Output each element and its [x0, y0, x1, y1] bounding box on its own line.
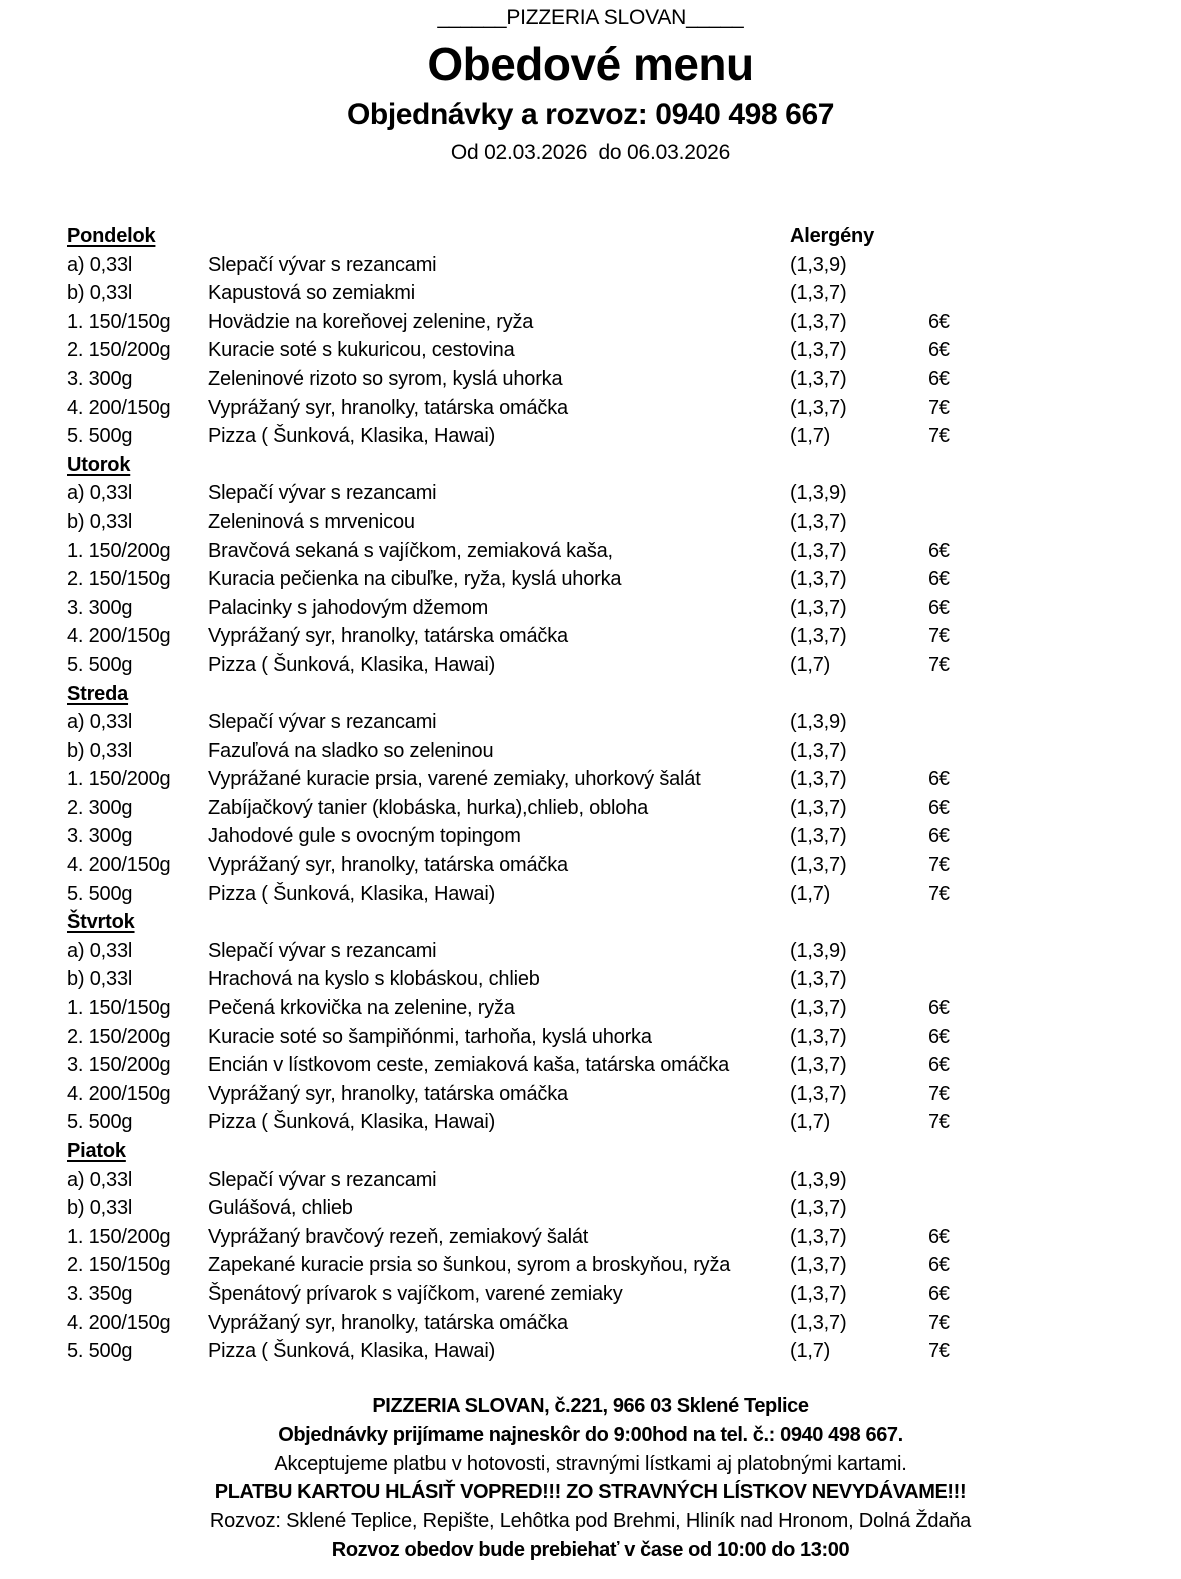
item-allergens: (1,3,7): [790, 997, 847, 1020]
item-dish: Pizza ( Šunková, Klasika, Hawai): [208, 653, 496, 676]
item-dish: Palacinky s jahodovým džemom: [208, 596, 489, 619]
item-price: 6€: [928, 568, 950, 591]
footer-line: PIZZERIA SLOVAN, č.221, 966 03 Sklené Teplice: [372, 1395, 809, 1417]
item-price: 7€: [928, 653, 950, 676]
item-dish: Gulášová, chlieb: [208, 1197, 353, 1220]
item-portion: 5. 500g: [67, 1111, 133, 1134]
item-portion: 3. 300g: [67, 367, 133, 390]
item-dish: Kapustová so zemiakmi: [208, 282, 416, 305]
item-portion: 5. 500g: [67, 653, 133, 676]
allergens-column-header: Alergény: [790, 225, 874, 247]
item-dish: Fazuľová na sladko so zeleninou: [208, 739, 494, 762]
item-portion: 4. 200/150g: [67, 1082, 171, 1105]
menu-table: [67, 222, 1181, 1366]
item-portion: 4. 200/150g: [67, 1311, 171, 1334]
item-price: 6€: [928, 1025, 950, 1048]
item-dish: Slepačí vývar s rezancami: [208, 253, 437, 276]
orders-phone-line: Objednávky a rozvoz: 0940 498 667: [346, 98, 835, 131]
menu-item-row: [67, 708, 1181, 737]
menu-item-row: [67, 365, 1181, 394]
item-price: 6€: [928, 596, 950, 619]
item-allergens: (1,3,7): [790, 510, 847, 533]
item-dish: Zabíjačkový tanier (klobáska, hurka),chlieb, obloha: [208, 796, 649, 819]
menu-item-row: [67, 822, 1181, 851]
item-dish: Bravčová sekaná s vajíčkom, zemiaková kaša,: [208, 539, 613, 562]
menu-item-row: [67, 594, 1181, 623]
item-price: 6€: [928, 825, 950, 848]
item-dish: Zapekané kuracie prsia so šunkou, syrom a broskyňou, ryža: [208, 1254, 731, 1277]
item-dish: Hrachová na kyslo s klobáskou, chlieb: [208, 968, 540, 991]
menu-item-row: [67, 422, 1181, 451]
day-header-row: [67, 222, 1181, 251]
item-dish: Vyprážaný syr, hranolky, tatárska omáčka: [208, 1082, 568, 1105]
item-portion: 4. 200/150g: [67, 396, 171, 419]
item-allergens: (1,3,7): [790, 1311, 847, 1334]
item-portion: 3. 150/200g: [67, 1054, 171, 1077]
page-title: Obedové menu: [427, 38, 754, 90]
menu-item-row: [67, 1194, 1181, 1223]
item-portion: 2. 150/200g: [67, 1025, 171, 1048]
item-dish: Pizza ( Šunková, Klasika, Hawai): [208, 1111, 496, 1134]
menu-item-row: [67, 622, 1181, 651]
item-price: 6€: [928, 339, 950, 362]
item-allergens: (1,3,7): [790, 1254, 847, 1277]
item-allergens: (1,3,7): [790, 768, 847, 791]
item-allergens: (1,3,7): [790, 310, 847, 333]
item-portion: a) 0,33l: [67, 711, 133, 734]
item-allergens: (1,3,7): [790, 1082, 847, 1105]
item-portion: 5. 500g: [67, 1340, 133, 1363]
item-allergens: (1,3,7): [790, 282, 847, 305]
day-header-row: [67, 680, 1181, 709]
item-allergens: (1,3,9): [790, 253, 847, 276]
item-allergens: (1,3,7): [790, 396, 847, 419]
menu-item-row: [67, 1166, 1181, 1195]
item-price: 7€: [928, 425, 950, 448]
menu-item-row: [67, 336, 1181, 365]
item-allergens: (1,3,7): [790, 825, 847, 848]
item-allergens: (1,3,9): [790, 1168, 847, 1191]
item-allergens: (1,3,7): [790, 1225, 847, 1248]
item-price: 6€: [928, 997, 950, 1020]
menu-item-row: [67, 565, 1181, 594]
item-allergens: (1,3,7): [790, 625, 847, 648]
item-price: 7€: [928, 1082, 950, 1105]
item-portion: 3. 300g: [67, 825, 133, 848]
item-price: 7€: [928, 625, 950, 648]
item-price: 7€: [928, 882, 950, 905]
item-portion: 1. 150/150g: [67, 997, 171, 1020]
item-price: 6€: [928, 367, 950, 390]
item-dish: Vyprážaný bravčový rezeň, zemiakový šalát: [208, 1225, 589, 1248]
item-allergens: (1,3,7): [790, 1025, 847, 1048]
item-portion: a) 0,33l: [67, 1168, 133, 1191]
day-header-row: [67, 451, 1181, 480]
menu-item-row: [67, 1108, 1181, 1137]
item-portion: 1. 150/150g: [67, 310, 171, 333]
item-portion: 2. 150/150g: [67, 1254, 171, 1277]
item-portion: a) 0,33l: [67, 939, 133, 962]
item-portion: b) 0,33l: [67, 739, 133, 762]
menu-item-row: [67, 937, 1181, 966]
item-price: 6€: [928, 1282, 950, 1305]
item-dish: Vyprážaný syr, hranolky, tatárska omáčka: [208, 396, 568, 419]
menu-item-row: [67, 1080, 1181, 1109]
restaurant-name: ______PIZZERIA SLOVAN_____: [437, 6, 744, 29]
item-portion: 1. 150/200g: [67, 1225, 171, 1248]
item-dish: Kuracie soté s kukuricou, cestovina: [208, 339, 515, 362]
item-allergens: (1,3,7): [790, 854, 847, 877]
item-portion: 2. 150/200g: [67, 339, 171, 362]
item-allergens: (1,7): [790, 1111, 831, 1134]
item-portion: 1. 150/200g: [67, 539, 171, 562]
item-allergens: (1,3,7): [790, 739, 847, 762]
item-allergens: (1,3,7): [790, 1282, 847, 1305]
footer-line: Objednávky prijímame najneskôr do 9:00hod na tel. č.: 0940 498 667.: [278, 1423, 903, 1446]
item-allergens: (1,3,9): [790, 482, 847, 505]
item-portion: b) 0,33l: [67, 968, 133, 991]
item-portion: 3. 300g: [67, 596, 133, 619]
item-dish: Hovädzie na koreňovej zelenine, ryža: [208, 310, 534, 333]
date-range: Od 02.03.2026 do 06.03.2026: [450, 141, 731, 164]
menu-item-row: [67, 479, 1181, 508]
menu-item-row: [67, 308, 1181, 337]
item-dish: Encián v lístkovom ceste, zemiaková kaša, tatárska omáčka: [208, 1054, 730, 1077]
menu-item-row: [67, 537, 1181, 566]
item-dish: Vyprážaný syr, hranolky, tatárska omáčka: [208, 1311, 568, 1334]
item-dish: Pizza ( Šunková, Klasika, Hawai): [208, 1340, 496, 1363]
item-dish: Vyprážaný syr, hranolky, tatárska omáčka: [208, 625, 568, 648]
item-dish: Slepačí vývar s rezancami: [208, 1168, 437, 1191]
item-allergens: (1,3,7): [790, 568, 847, 591]
item-allergens: (1,3,7): [790, 339, 847, 362]
item-portion: 2. 150/150g: [67, 568, 171, 591]
item-allergens: (1,7): [790, 653, 831, 676]
item-portion: 2. 300g: [67, 796, 133, 819]
item-price: 7€: [928, 396, 950, 419]
item-dish: Slepačí vývar s rezancami: [208, 482, 437, 505]
footer: [0, 1392, 1181, 1565]
item-allergens: (1,3,9): [790, 939, 847, 962]
item-price: 7€: [928, 854, 950, 877]
menu-item-row: [67, 1223, 1181, 1252]
item-portion: b) 0,33l: [67, 282, 133, 305]
item-portion: 3. 350g: [67, 1282, 133, 1305]
menu-item-row: [67, 251, 1181, 280]
item-price: 6€: [928, 1054, 950, 1077]
menu-item-row: [67, 1051, 1181, 1080]
item-price: 7€: [928, 1340, 950, 1363]
menu-item-row: [67, 1280, 1181, 1309]
menu-item-row: [67, 1251, 1181, 1280]
item-price: 6€: [928, 539, 950, 562]
item-portion: a) 0,33l: [67, 253, 133, 276]
item-portion: 5. 500g: [67, 425, 133, 448]
item-dish: Pečená krkovička na zelenine, ryža: [208, 997, 515, 1020]
item-price: 7€: [928, 1111, 950, 1134]
item-portion: 5. 500g: [67, 882, 133, 905]
menu-item-row: [67, 279, 1181, 308]
item-dish: Pizza ( Šunková, Klasika, Hawai): [208, 425, 496, 448]
menu-item-row: [67, 1309, 1181, 1338]
item-dish: Kuracie soté so šampiňónmi, tarhoňa, kyslá uhorka: [208, 1025, 652, 1048]
item-dish: Jahodové gule s ovocným topingom: [208, 825, 521, 848]
item-price: 6€: [928, 1254, 950, 1277]
item-dish: Vyprážaný syr, hranolky, tatárska omáčka: [208, 854, 568, 877]
item-portion: 4. 200/150g: [67, 625, 171, 648]
item-allergens: (1,3,9): [790, 711, 847, 734]
item-allergens: (1,7): [790, 882, 831, 905]
day-header-row: [67, 908, 1181, 937]
footer-line: PLATBU KARTOU HLÁSIŤ VOPRED!!! ZO STRAVNÝCH LÍSTKOV NEVYDÁVAME!!!: [214, 1481, 967, 1504]
item-price: 6€: [928, 310, 950, 333]
item-price: 7€: [928, 1311, 950, 1334]
item-portion: 4. 200/150g: [67, 854, 171, 877]
item-portion: 1. 150/200g: [67, 768, 171, 791]
item-dish: Slepačí vývar s rezancami: [208, 939, 437, 962]
item-dish: Kuracia pečienka na cibuľke, ryža, kyslá uhorka: [208, 568, 622, 591]
item-allergens: (1,7): [790, 1340, 831, 1363]
item-allergens: (1,3,7): [790, 367, 847, 390]
menu-item-row: [67, 1337, 1181, 1366]
item-allergens: (1,3,7): [790, 596, 847, 619]
menu-item-row: [67, 851, 1181, 880]
item-allergens: (1,7): [790, 425, 831, 448]
menu-item-row: [67, 651, 1181, 680]
day-heading: Streda: [67, 682, 129, 705]
day-header-row: [67, 1137, 1181, 1166]
item-allergens: (1,3,7): [790, 539, 847, 562]
item-portion: a) 0,33l: [67, 482, 133, 505]
item-dish: Zeleninové rizoto so syrom, kyslá uhorka: [208, 367, 563, 390]
menu-item-row: [67, 794, 1181, 823]
item-allergens: (1,3,7): [790, 1054, 847, 1077]
item-dish: Zeleninová s mrvenicou: [208, 510, 415, 533]
item-allergens: (1,3,7): [790, 796, 847, 819]
day-heading: Utorok: [67, 453, 131, 476]
footer-line: Akceptujeme platbu v hotovosti, stravnými lístkami aj platobnými kartami.: [274, 1452, 907, 1475]
menu-item-row: [67, 880, 1181, 909]
item-dish: Pizza ( Šunková, Klasika, Hawai): [208, 882, 496, 905]
item-price: 6€: [928, 768, 950, 791]
item-portion: b) 0,33l: [67, 1197, 133, 1220]
menu-item-row: [67, 994, 1181, 1023]
menu-item-row: [67, 765, 1181, 794]
menu-item-row: [67, 508, 1181, 537]
item-dish: Špenátový prívarok s vajíčkom, varené zemiaky: [208, 1282, 623, 1305]
menu-item-row: [67, 737, 1181, 766]
menu-item-row: [67, 1023, 1181, 1052]
item-portion: b) 0,33l: [67, 510, 133, 533]
day-heading: Piatok: [67, 1140, 126, 1162]
menu-item-row: [67, 965, 1181, 994]
day-heading: Pondelok: [67, 225, 156, 247]
item-allergens: (1,3,7): [790, 1197, 847, 1220]
item-price: 6€: [928, 1225, 950, 1248]
footer-line: Rozvoz obedov bude prebiehať v čase od 10:00 do 13:00: [331, 1538, 850, 1561]
item-dish: Slepačí vývar s rezancami: [208, 711, 437, 734]
footer-line: Rozvoz: Sklené Teplice, Repište, Lehôtka pod Brehmi, Hliník nad Hronom, Dolná Ždaňa: [209, 1510, 972, 1533]
item-allergens: (1,3,7): [790, 968, 847, 991]
menu-item-row: [67, 394, 1181, 423]
item-dish: Vyprážané kuracie prsia, varené zemiaky, uhorkový šalát: [208, 768, 701, 791]
day-heading: Štvrtok: [67, 911, 135, 934]
item-price: 6€: [928, 796, 950, 819]
